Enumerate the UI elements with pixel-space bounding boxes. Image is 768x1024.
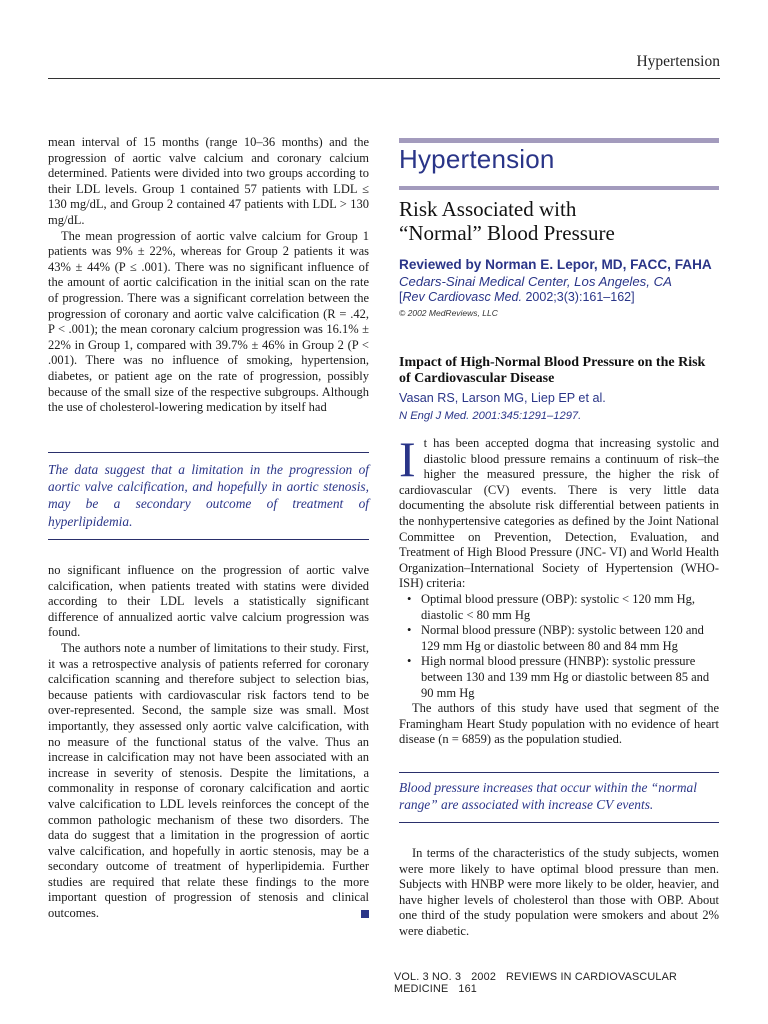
article-title — [399, 197, 719, 245]
copyright: © 2002 MedReviews, LLC — [399, 308, 498, 318]
right-column-body — [399, 431, 719, 748]
paragraph-text: The authors note a number of limitations to their study. First, it was a retrospective analysis of patients referred for coronary calcification scanning and therefore subject to selection bias, because patients with cardiovascular risk factors tend to be over-represented. Second, the sample size was small. Most importantly, they assessed only aortic valve calcification, with no measure of the functional status of the valve. Thus an increase in calcification may not have been associated with an increase in severity of stenosis. Despite the limitations, a commonality in response of coronary calcification and aortic valve calcification to LDL levels reinforces the concept of the common pathologic mechanism of these two disorders. The data do suggest that a limitation in the progression of aortic valve calcification, and hopefully in aortic stenosis, may be a secondary outcome of treatment of hyperlipidemia. Further studies are required that relate these findings to the more important question of progression of stenosis and clinical outcomes. — [48, 640, 369, 921]
study-citation: N Engl J Med. 2001:345:1291–1297. — [399, 410, 582, 422]
intro-paragraph — [399, 431, 719, 592]
article-title-line: “Normal” Blood Pressure — [399, 221, 615, 245]
header-rule — [48, 78, 720, 79]
affiliation: Cedars-Sinai Medical Center, Los Angeles, CA — [399, 274, 672, 289]
section-rule — [399, 186, 719, 190]
paragraph: The authors of this study have used that segment of the Framingham Heart Study population with no evidence of heart disease (n = 6859) as the population studied. — [399, 701, 719, 747]
list-item: • High normal blood pressure (HNBP): systolic pressure between 130 and 139 mm Hg or diastolic between 85 and 90 mm Hg — [421, 654, 719, 701]
section-top-bar — [399, 138, 719, 143]
pull-quote-right: Blood pressure increases that occur within the “normal range” are associated with increase CV events. — [399, 772, 719, 823]
pull-quote-left: The data suggest that a limitation in the progression of aortic valve calcification, and hopefully in aortic stenosis, may be a secondary outcome of treatment of hyperlipidemia. — [48, 452, 369, 540]
left-column-top — [48, 135, 369, 416]
citation-journal: Rev Cardiovasc Med. — [402, 290, 522, 304]
list-item: • Normal blood pressure (NBP): systolic between 120 and 129 mm Hg or diastolic between 80 and 84 mm Hg — [421, 623, 719, 654]
page-number: 161 — [458, 983, 478, 995]
drop-cap: I — [399, 431, 416, 487]
paragraph: no significant influence on the progression of aortic valve calcification, when patients treated with statins were divided according to their LDL levels a statistically significant difference of annualized aortic valve calcium progression was found. — [48, 563, 369, 640]
page-footer — [394, 971, 768, 995]
running-head: Hypertension — [636, 53, 720, 70]
bp-category-list — [399, 592, 719, 701]
study-authors: Vasan RS, Larson MG, Liep EP et al. — [399, 391, 606, 405]
citation-bracket: [ — [399, 290, 403, 304]
right-column-closing — [399, 846, 719, 940]
citation-details: 2002;3(3):161–162] — [521, 290, 635, 304]
footer-journal: REVIEWS IN CARDIOVASCULAR MEDICINE — [394, 971, 678, 995]
left-column-bottom — [48, 563, 369, 922]
intro-text: t has been accepted dogma that increasing systolic and diastolic blood pressure remains a continuum of risk–the higher the measured pressure, the higher the risk of cardiovascular (CV) events. There is very little data documenting the absolute risk differential between patients in the nonhypertensive categories as defined by the Joint National Committee on Prevention, Detection, Evaluation, and Treatment of High Blood Pressure (JNC- VI) and World Health Organization–International Society of Hypertension (WHO-ISH) criteria: — [399, 436, 719, 591]
paragraph: In terms of the characteristics of the study subjects, women were more likely to have optimal blood pressure than men. Subjects with HNBP were more likely to be older, heavier, and have higher levels of cholesterol than those with OBP. About one third of the study population were smokers and about 2% were diabetic. — [399, 846, 719, 938]
reviewer-byline: Reviewed by Norman E. Lepor, MD, FACC, FAHA — [399, 257, 712, 272]
citation — [399, 290, 635, 304]
footer-volume: VOL. 3 NO. 3 — [394, 971, 462, 983]
paragraph: mean interval of 15 months (range 10–36 months) and the progression of aortic valve calcium and coronary calcium determined. Patients were divided into two groups according to their LDL levels. Group 1 contained 57 patients with LDL ≤ 130 mg/dL, and Group 2 contained 47 patients with LDL > 130 mg/dL. — [48, 135, 369, 227]
article-title-line: Risk Associated with — [399, 197, 577, 221]
end-of-article-icon — [361, 910, 369, 918]
footer-year: 2002 — [471, 971, 497, 983]
paragraph: The mean progression of aortic valve calcium for Group 1 patients was 9% ± 22%, whereas for Group 2 patients it was 43% ± 44% (P ≤ .001). There was no significant influence of the amount of aortic calcification in the initial scan on the rate of progression. There was a significant correlation between the progression of coronary and aortic valve calcification (R = .42, P < .001); the mean coronary calcium progression was 16.1% ± 22% in Group 1, compared with 39.7% ± 46% in Group 2 (P < .001). There was no influence of smoking, hypertension, diabetes, or patient age on the rate of progression, possibly because of the small size of the respective subgroups. Although the use of cholesterol-lowering medication by itself had — [48, 228, 369, 415]
list-item: • Optimal blood pressure (OBP): systolic < 120 mm Hg, diastolic < 80 mm Hg — [421, 592, 719, 623]
section-title: Hypertension — [399, 144, 555, 174]
paragraph — [48, 641, 369, 922]
study-title: Impact of High-Normal Blood Pressure on the Risk of Cardiovascular Disease — [399, 355, 706, 386]
